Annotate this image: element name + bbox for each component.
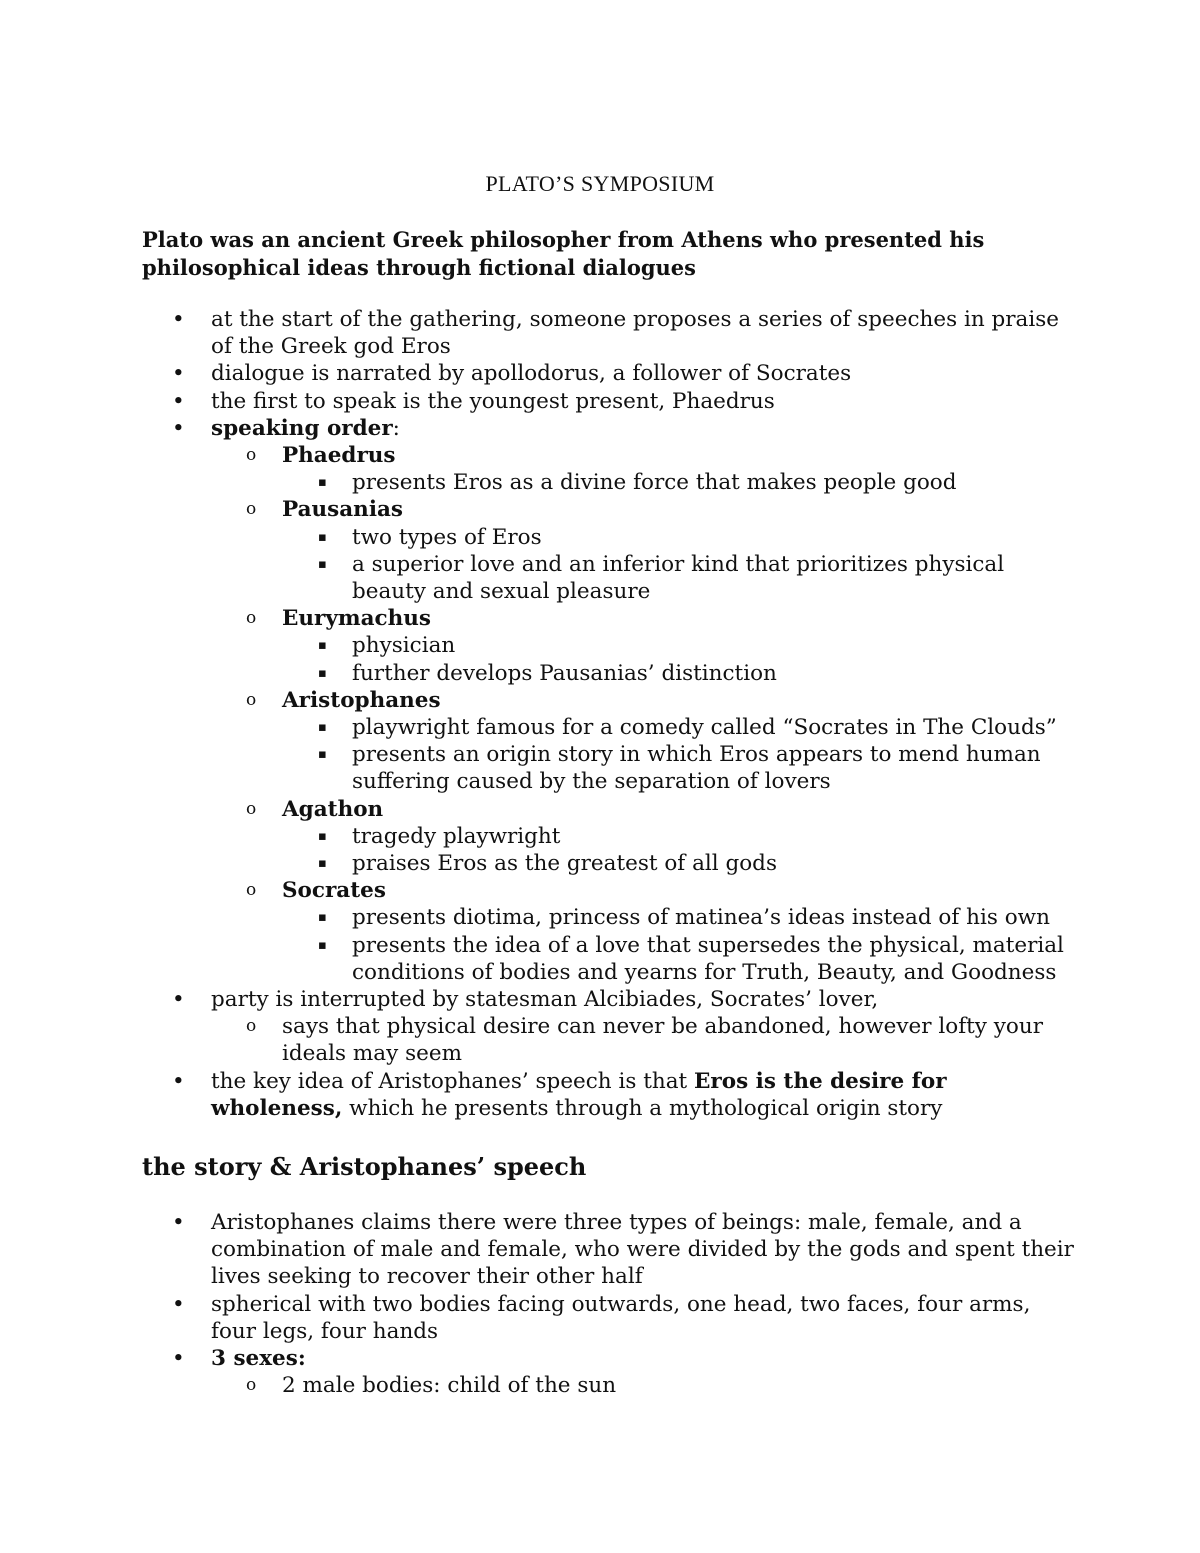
list-item: ▪ a superior love and an inferior kind that prioritizes physical beauty and sexual pleasure	[318, 551, 1005, 605]
bullet-marker: •	[172, 1210, 185, 1235]
speaker-agathon: o Agathon	[246, 796, 384, 822]
bullet-marker: •	[172, 415, 185, 441]
square-bullet-marker: ▪	[318, 828, 327, 844]
square-bullet-marker: ▪	[318, 665, 327, 681]
sub-bullet-marker: o	[246, 445, 257, 466]
list-item: ▪ tragedy playwright	[318, 823, 561, 849]
list-item: ▪ praises Eros as the greatest of all gods	[318, 851, 777, 877]
intro-paragraph: Plato was an ancient Greek philosopher from Athens who presented his philosophical ideas through fictional dialogues	[142, 227, 985, 280]
list-item: • spherical with two bodies facing outwards, one head, two faces, four arms, four legs, four hands	[172, 1291, 1031, 1344]
speaker-eurymachus: o Eurymachus	[246, 606, 431, 632]
sub-bullet-marker: o	[246, 880, 257, 901]
square-bullet-marker: ▪	[318, 556, 327, 572]
list-item: • 3 sexes:	[172, 1346, 306, 1372]
list-item: ▪ presents an origin story in which Eros appears to mend human suffering caused by the separation of lovers	[318, 742, 1041, 795]
square-bullet-marker: ▪	[318, 937, 327, 953]
list-item: ▪ two types of Eros	[318, 524, 542, 550]
sub-bullet-marker: o	[246, 499, 257, 520]
list-item: ▪ playwright famous for a comedy called “Socrates in The Clouds”	[318, 715, 1057, 741]
sub-bullet-marker: o	[246, 689, 257, 710]
square-bullet-marker: ▪	[318, 529, 327, 545]
list-item: ▪ presents the idea of a love that supersedes the physical, material conditions of bodies and yearns for Truth, Beauty, and Goodness	[318, 932, 1064, 985]
bullet-marker: •	[172, 361, 185, 387]
square-bullet-marker: ▪	[318, 856, 327, 872]
main-bullet-list	[142, 306, 1082, 1122]
sub-bullet-marker: o	[246, 798, 257, 819]
list-item: ▪ further develops Pausanias’ distinction	[318, 660, 777, 686]
list-item: ▪ presents Eros as a divine force that makes people good	[318, 470, 957, 496]
square-bullet-marker: ▪	[318, 475, 327, 491]
list-item: • the key idea of Aristophanes’ speech is that Eros is the desire for wholeness, which he presents through a mythological origin story	[172, 1068, 947, 1121]
section-bullet-list	[142, 1209, 1082, 1399]
bullet-marker: •	[172, 1291, 185, 1317]
list-item: ▪ presents diotima, princess of matinea’s ideas instead of his own	[318, 905, 1050, 931]
list-item: ▪ physician	[318, 633, 456, 659]
list-item: • Aristophanes claims there were three types of beings: male, female, and a combination of male and female, who were divided by the gods and spent their lives seeking to recover their other half	[172, 1210, 1074, 1290]
list-item-speaking-order: • speaking order:	[172, 415, 400, 441]
speaker-phaedrus: o Phaedrus	[246, 443, 396, 469]
square-bullet-marker: ▪	[318, 910, 327, 926]
document-title: PLATO’S SYMPOSIUM	[485, 171, 715, 196]
section-heading: the story & Aristophanes’ speech	[142, 1152, 587, 1181]
bullet-marker: •	[172, 1346, 185, 1372]
speaker-aristophanes: o Aristophanes	[246, 687, 441, 713]
bullet-marker: •	[172, 388, 185, 414]
list-item: • the first to speak is the youngest present, Phaedrus	[172, 388, 775, 414]
square-bullet-marker: ▪	[318, 720, 327, 736]
list-item: o says that physical desire can never be abandoned, however lofty your ideals may seem	[246, 1014, 1043, 1067]
speaker-socrates: o Socrates	[246, 878, 386, 904]
list-item: • party is interrupted by statesman Alcibiades, Socrates’ lover,	[172, 987, 879, 1013]
bullet-marker: •	[172, 307, 185, 332]
square-bullet-marker: ▪	[318, 638, 327, 654]
sub-bullet-marker: o	[246, 1016, 257, 1037]
square-bullet-marker: ▪	[318, 747, 327, 763]
bullet-marker: •	[172, 987, 185, 1013]
sub-bullet-marker: o	[246, 608, 257, 629]
list-item: o 2 male bodies: child of the sun	[246, 1373, 617, 1399]
speaker-pausanias: o Pausanias	[246, 497, 404, 523]
list-item: • dialogue is narrated by apollodorus, a follower of Socrates	[172, 361, 852, 387]
list-item: • at the start of the gathering, someone proposes a series of speeches in praise of the Greek god Eros	[172, 307, 1060, 360]
bullet-marker: •	[172, 1068, 185, 1094]
sub-bullet-marker: o	[246, 1375, 257, 1396]
